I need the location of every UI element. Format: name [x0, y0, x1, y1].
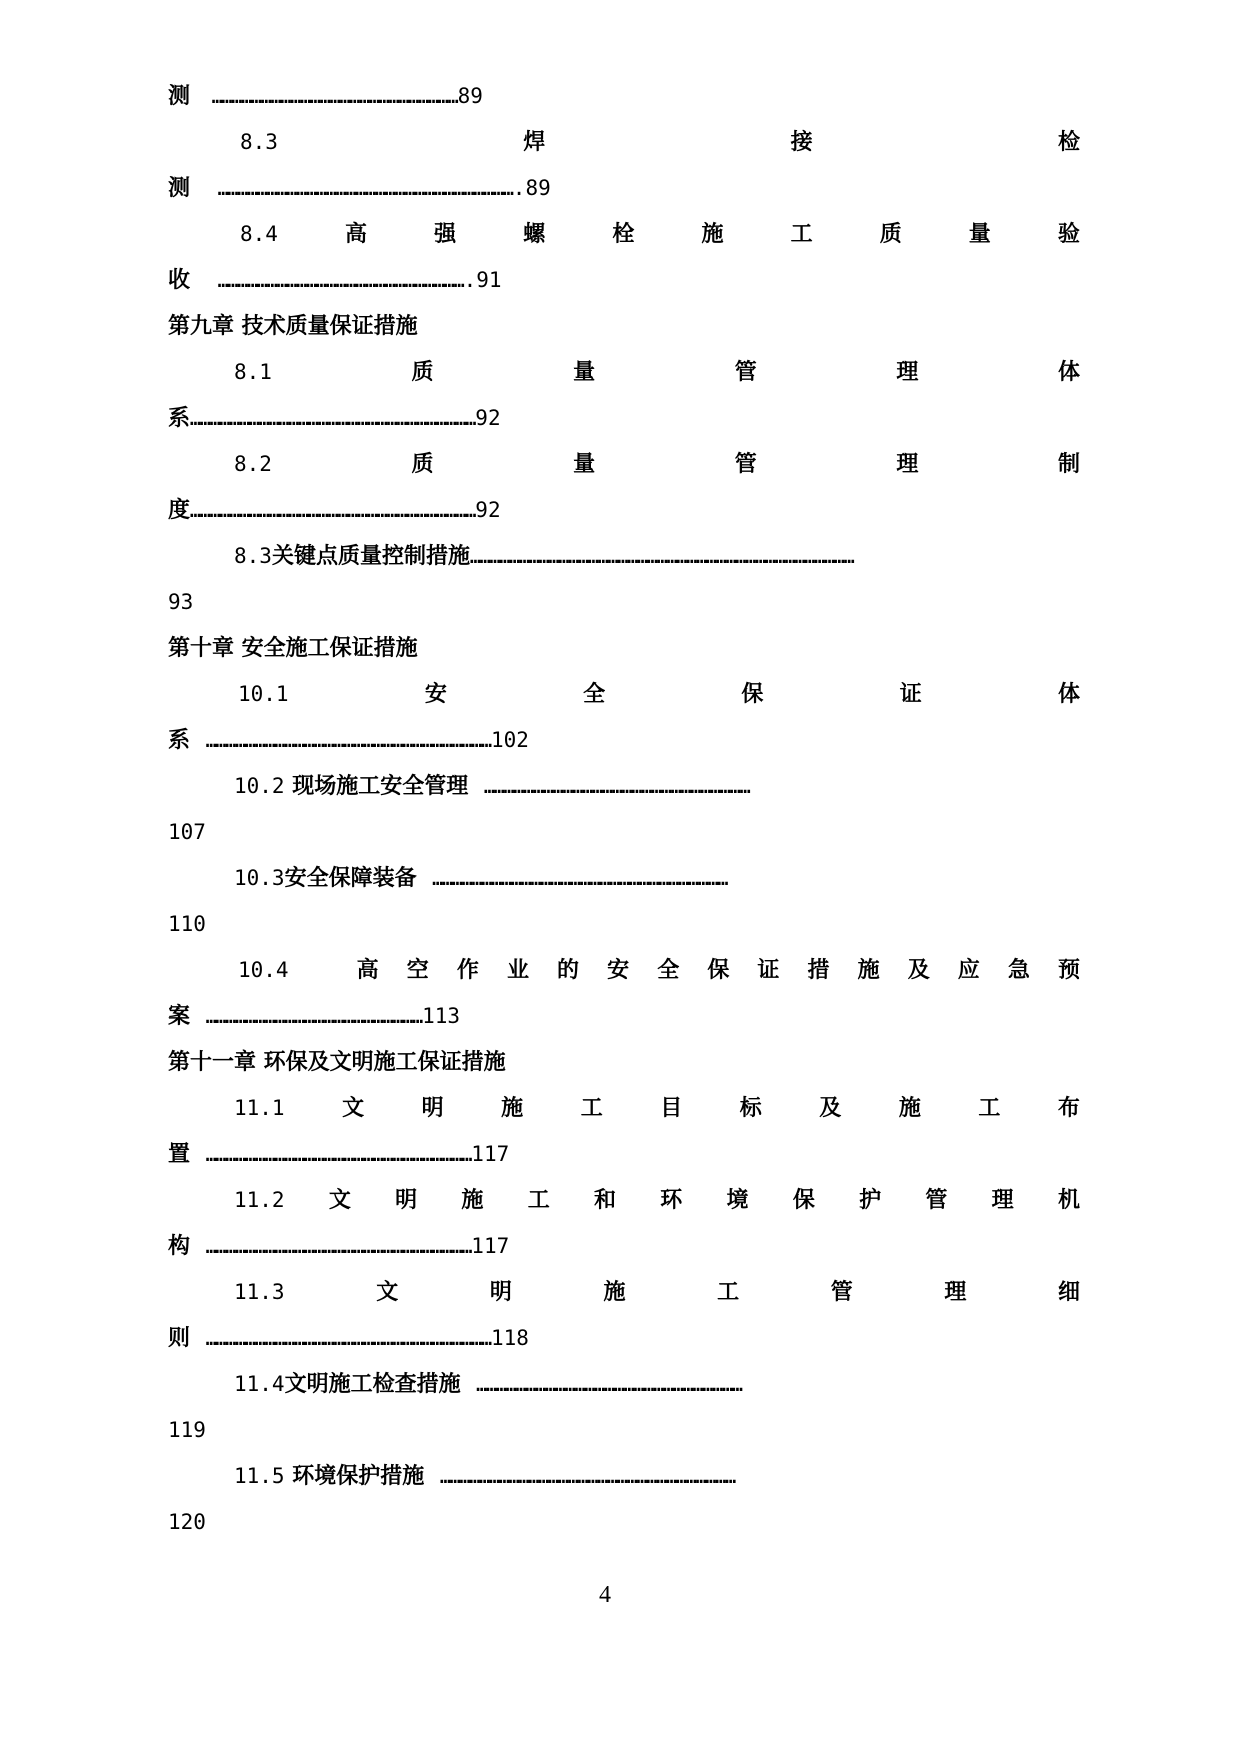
- chapter-title: 第十一章 环保及文明施工保证措施: [168, 1049, 506, 1075]
- toc-entry-tail-char: 置: [168, 1141, 191, 1167]
- toc-entry-char: 施: [701, 221, 724, 247]
- toc-entry-char: 文: [328, 1187, 351, 1213]
- toc-entry-char: 全: [583, 681, 606, 707]
- toc-entry-char: 机: [1057, 1187, 1080, 1213]
- toc-entry-title: 环境保护措施: [292, 1463, 425, 1489]
- toc-entry-char: 工: [527, 1187, 550, 1213]
- toc-entry: [234, 1182, 1080, 1218]
- toc-entry: [240, 216, 1080, 252]
- toc-entry-char: 空: [406, 957, 429, 983]
- toc-entry-char: 措: [807, 957, 830, 983]
- toc-entry-char: 保: [741, 681, 764, 707]
- toc-entry-char: 预: [1057, 957, 1080, 983]
- toc-entry-char: 的: [557, 957, 580, 983]
- toc-entry-continuation: [168, 400, 501, 436]
- toc-entry-number: 8.1: [234, 360, 272, 384]
- toc-entry-char: 施: [461, 1187, 484, 1213]
- toc-entry-number: 11.2: [234, 1188, 285, 1212]
- toc-entry: [234, 1458, 1134, 1494]
- toc-leader-dots: ………………………………………………………………………: [205, 1237, 472, 1258]
- toc-page-number: 107: [168, 820, 206, 844]
- toc-entry-char: 急: [1007, 957, 1030, 983]
- toc-leader-dots: ………………………………………………………………………: [483, 777, 750, 798]
- toc-entry-char: 工: [790, 221, 813, 247]
- toc-entry: [238, 952, 1080, 988]
- toc-entry: [234, 860, 1134, 896]
- toc-entry-tail-char: 构: [168, 1233, 191, 1259]
- toc-page-line: [168, 1504, 206, 1540]
- toc-entry-continuation: [168, 170, 551, 206]
- toc-entry-char: 作: [456, 957, 479, 983]
- toc-entry-title: 关键点质量控制措施: [271, 543, 470, 569]
- toc-entry-char: 理: [896, 359, 919, 385]
- toc-leader-dots: ……………………………………………………………………………: [205, 1329, 491, 1350]
- toc-entry-number: 10.4: [238, 958, 289, 982]
- toc-page-number: 117: [471, 1142, 510, 1166]
- toc-entry-char: 检: [1057, 129, 1080, 155]
- toc-entry-char: 细: [1057, 1279, 1080, 1305]
- toc-entry-number: 8.2: [234, 452, 272, 476]
- toc-page-number: 110: [168, 912, 206, 936]
- toc-entry: [234, 1366, 1134, 1402]
- toc-entry-char: 理: [896, 451, 919, 477]
- toc-entry-char: 管: [830, 1279, 853, 1305]
- toc-entry-char: 量: [968, 221, 991, 247]
- toc-page-number: 117: [471, 1234, 510, 1258]
- toc-leader-dots: …………………………………………………………………: [211, 87, 458, 108]
- toc-entry-char: 明: [395, 1187, 418, 1213]
- toc-entry-char: 高: [356, 957, 379, 983]
- toc-entry: [234, 1090, 1080, 1126]
- toc-entry-char: 螺: [523, 221, 546, 247]
- toc-entry-continuation: [168, 262, 502, 298]
- toc-entry-tail-char: 系: [168, 405, 191, 431]
- toc-entry-number: 10.3: [234, 866, 285, 890]
- toc-entry-char: 应: [957, 957, 980, 983]
- toc-entry-char: 安: [424, 681, 447, 707]
- toc-entry-char: 施: [603, 1279, 626, 1305]
- toc-entry-tail-char: 案: [168, 1003, 191, 1029]
- footer-page-number: 4: [599, 1582, 611, 1608]
- toc-entry: [238, 676, 1080, 712]
- toc-entry-title: 文明施工检查措施: [284, 1371, 461, 1397]
- toc-entry-char: 保: [707, 957, 730, 983]
- toc-page-number: .89: [512, 176, 551, 200]
- toc-leader-dots: ………………………………………………………………………………: [439, 1467, 736, 1488]
- toc-page-number: 92: [475, 498, 501, 522]
- toc-entry-continuation: [168, 492, 501, 528]
- toc-entry-char: 布: [1057, 1095, 1080, 1121]
- toc-entry-char: 证: [899, 681, 922, 707]
- toc-leader-dots: ……………………………………………………………………………: [205, 731, 491, 752]
- toc-entry-char: 保: [792, 1187, 815, 1213]
- toc-entry-char: 安: [607, 957, 630, 983]
- toc-leader-dots: ………………………………………………………………………: [476, 1375, 742, 1396]
- toc-entry: [234, 446, 1080, 482]
- toc-entry-char: 体: [1057, 359, 1080, 385]
- toc-entry-char: 文: [342, 1095, 365, 1121]
- toc-entry-tail-char: 系: [168, 727, 191, 753]
- toc-entry-char: 栓: [612, 221, 635, 247]
- toc-entry-char: 工: [717, 1279, 740, 1305]
- toc-entry-char: 业: [506, 957, 529, 983]
- toc-entry-number: 11.1: [234, 1096, 285, 1120]
- toc-entry-tail-char: 测: [168, 83, 191, 109]
- chapter-title: 第九章 技术质量保证措施: [168, 313, 418, 339]
- toc-entry: [240, 124, 1080, 160]
- toc-entry-char: 高: [345, 221, 368, 247]
- toc-entry-number: 11.5: [234, 1464, 285, 1488]
- toc-entry: [234, 1274, 1080, 1310]
- toc-entry-char: 量: [573, 359, 596, 385]
- toc-entry-char: 明: [489, 1279, 512, 1305]
- toc-leader-dots: ……………………………………………………………………………: [190, 409, 476, 430]
- toc-entry-char: 质: [411, 359, 434, 385]
- toc-page-line: [168, 584, 193, 620]
- toc-page-line: [168, 906, 206, 942]
- toc-chapter-heading: [168, 630, 418, 666]
- toc-leader-dots: …………………………………………………………………: [217, 271, 464, 292]
- toc-entry-char: 及: [907, 957, 930, 983]
- toc-entry-tail-char: 度: [168, 497, 191, 523]
- toc-chapter-heading: [168, 308, 418, 344]
- toc-page-number: 120: [168, 1510, 206, 1534]
- toc-entry-char: 工: [580, 1095, 603, 1121]
- toc-leader-dots: …………………………………………………………: [205, 1007, 423, 1028]
- toc-entry-continuation: [168, 1320, 529, 1356]
- toc-page-number: 92: [475, 406, 501, 430]
- toc-entry-number: 10.1: [238, 682, 289, 706]
- toc-entry-number: 11.3: [234, 1280, 285, 1304]
- toc-page-number: .91: [463, 268, 502, 292]
- toc-entry-char: 和: [593, 1187, 616, 1213]
- toc-entry-char: 施: [501, 1095, 524, 1121]
- toc-page-number: 89: [457, 84, 483, 108]
- toc-entry-char: 强: [434, 221, 457, 247]
- toc-entry-char: 质: [879, 221, 902, 247]
- toc-entry-tail-char: 测: [168, 175, 191, 201]
- toc-chapter-heading: [168, 1044, 506, 1080]
- toc-entry-continuation: [168, 1136, 509, 1172]
- toc-entry-char: 及: [819, 1095, 842, 1121]
- toc-entry-number: 11.4: [234, 1372, 285, 1396]
- toc-entry-char: 工: [978, 1095, 1001, 1121]
- toc-entry-char: 焊: [523, 129, 546, 155]
- toc-entry-char: 环: [660, 1187, 683, 1213]
- toc-entry-number: 8.3: [240, 130, 278, 154]
- toc-entry-char: 管: [925, 1187, 948, 1213]
- toc-entry-char: 施: [898, 1095, 921, 1121]
- toc-entry-char: 文: [376, 1279, 399, 1305]
- toc-entry-char: 量: [573, 451, 596, 477]
- toc-entry-char: 验: [1057, 221, 1080, 247]
- toc-entry-char: 管: [734, 359, 757, 385]
- toc-entry-char: 质: [411, 451, 434, 477]
- toc-entry-title: 现场施工安全管理: [292, 773, 469, 799]
- toc-entry-char: 制: [1057, 451, 1080, 477]
- toc-entry-tail-char: 则: [168, 1325, 191, 1351]
- toc-entry-char: 证: [757, 957, 780, 983]
- toc-page-number: 119: [168, 1418, 206, 1442]
- toc-entry-char: 接: [790, 129, 813, 155]
- toc-entry-number: 8.3: [234, 544, 272, 568]
- toc-leader-dots: ………………………………………………………………………………………………………: [469, 547, 854, 568]
- toc-entry-char: 管: [734, 451, 757, 477]
- toc-entry-char: 标: [739, 1095, 762, 1121]
- toc-entry-char: 境: [726, 1187, 749, 1213]
- toc-page-line: [168, 1412, 206, 1448]
- toc-entry-number: 8.4: [240, 222, 278, 246]
- toc-entry: [234, 768, 1134, 804]
- toc-entry-char: 明: [421, 1095, 444, 1121]
- toc-entry-char: 施: [857, 957, 880, 983]
- toc-page-number: 102: [490, 728, 529, 752]
- toc-entry-title: 安全保障装备: [284, 865, 417, 891]
- toc-entry-continuation: [168, 998, 460, 1034]
- toc-page-number: 113: [422, 1004, 461, 1028]
- toc-entry-continuation: [168, 78, 483, 114]
- toc-entry-char: 全: [657, 957, 680, 983]
- toc-entry-char: 理: [944, 1279, 967, 1305]
- toc-entry-char: 理: [991, 1187, 1014, 1213]
- toc-leader-dots: ……………………………………………………………………………: [190, 501, 476, 522]
- toc-entry: [234, 354, 1080, 390]
- toc-entry-continuation: [168, 722, 529, 758]
- toc-entry: [234, 538, 1134, 574]
- toc-entry-number: 10.2: [234, 774, 285, 798]
- toc-leader-dots: ………………………………………………………………………………: [432, 869, 728, 890]
- toc-leader-dots: ………………………………………………………………………………: [217, 179, 513, 200]
- chapter-title: 第十章 安全施工保证措施: [168, 635, 418, 661]
- toc-page-number: 118: [490, 1326, 529, 1350]
- toc-entry-char: 体: [1057, 681, 1080, 707]
- toc-leader-dots: ………………………………………………………………………: [205, 1145, 472, 1166]
- toc-page-number: 93: [168, 590, 194, 614]
- toc-entry-continuation: [168, 1228, 509, 1264]
- toc-entry-char: 护: [859, 1187, 882, 1213]
- toc-entry-tail-char: 收: [168, 267, 191, 293]
- toc-entry-char: 目: [660, 1095, 683, 1121]
- toc-page-line: [168, 814, 206, 850]
